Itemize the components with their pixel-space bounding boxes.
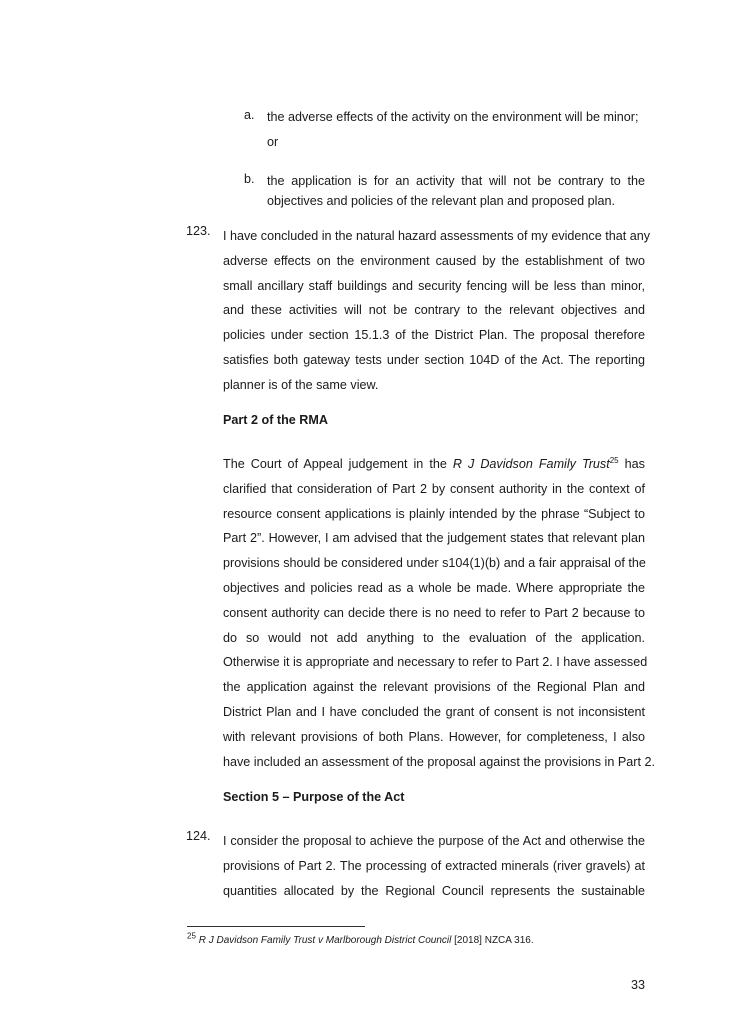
section-heading-part-2: Part 2 of the RMA [223, 413, 328, 427]
list-item-line: the application is for an activity that will not be contrary to the [267, 174, 645, 188]
paragraph-text [223, 829, 645, 903]
paragraph-line: provisions should be considered under s104(1)(b) and a fair appraisal of the [223, 556, 646, 571]
footnote-citation: [2018] NZCA 316. [451, 935, 534, 946]
list-item-text [267, 108, 645, 128]
list-item-line: objectives and policies of the relevant plan and proposed plan. [267, 193, 615, 208]
paragraph-line: satisfies both gateway tests under section 104D of the Act. The reporting [223, 352, 645, 367]
paragraph-line: District Plan and I have concluded the grant of consent is not inconsistent [223, 704, 645, 719]
paragraph-number: 123. [186, 224, 211, 238]
paragraph-line: planner is of the same view. [223, 377, 379, 392]
paragraph-number: 124. [186, 829, 211, 843]
paragraph-line: resource consent applications is plainly intended by the phrase “Subject to [223, 506, 645, 521]
footnote-separator [187, 926, 365, 927]
list-item-line: or [267, 135, 279, 149]
paragraph-text [223, 224, 651, 398]
list-item-text [267, 172, 645, 211]
paragraph-line: quantities allocated by the Regional Council represents the sustainable [223, 883, 645, 898]
text-run: has [618, 457, 645, 471]
paragraph-line: the application against the relevant provisions of the Regional Plan and [223, 680, 645, 695]
paragraph-line: do so would not add anything to the evaluation of the application. [223, 630, 645, 645]
paragraph-line: small ancillary staff buildings and security fencing will be less than minor, [223, 278, 645, 293]
paragraph-line: I consider the proposal to achieve the purpose of the Act and otherwise the [223, 834, 645, 848]
paragraph-line: objectives and policies read as a whole be made. Where appropriate the [223, 580, 645, 595]
page-number: 33 [630, 978, 645, 992]
footnote-case-name: R J Davidson Family Trust v Marlborough District Council [198, 935, 452, 946]
footnote-number: 25 [187, 931, 196, 941]
footnote-reference[interactable]: 25 [609, 455, 619, 465]
paragraph-line: have included an assessment of the proposal against the provisions in Part 2. [223, 754, 655, 769]
section-heading-section-5: Section 5 – Purpose of the Act [223, 790, 405, 804]
paragraph-line: and these activities will not be contrary to the relevant objectives and [223, 303, 645, 318]
part-2-paragraph [223, 452, 655, 774]
paragraph-line: Part 2”. However, I am advised that the judgement states that relevant plan [223, 531, 645, 546]
footnote [187, 931, 534, 946]
paragraph-line [223, 452, 645, 477]
paragraph-line: clarified that consideration of Part 2 by consent authority in the context of [223, 481, 645, 496]
paragraph-line: adverse effects on the environment caused by the establishment of two [223, 253, 645, 268]
text-run: The Court of Appeal judgement in the [223, 457, 453, 471]
paragraph-line: provisions of Part 2. The processing of extracted minerals (river gravels) at [223, 858, 645, 873]
list-item-line: the adverse effects of the activity on the environment will be minor; [267, 110, 639, 124]
paragraph-line: Otherwise it is appropriate and necessary to refer to Part 2. I have assessed [223, 655, 648, 670]
list-marker: b. [244, 172, 255, 186]
paragraph-line: with relevant provisions of both Plans. However, for completeness, I also [223, 729, 645, 744]
case-name: R J Davidson Family Trust [452, 457, 610, 471]
list-marker: a. [244, 108, 255, 122]
paragraph-line: consent authority can decide there is no need to refer to Part 2 because to [223, 605, 645, 620]
paragraph-line: policies under section 15.1.3 of the District Plan. The proposal therefore [223, 328, 645, 343]
paragraph-line: I have concluded in the natural hazard assessments of my evidence that any [223, 229, 651, 243]
